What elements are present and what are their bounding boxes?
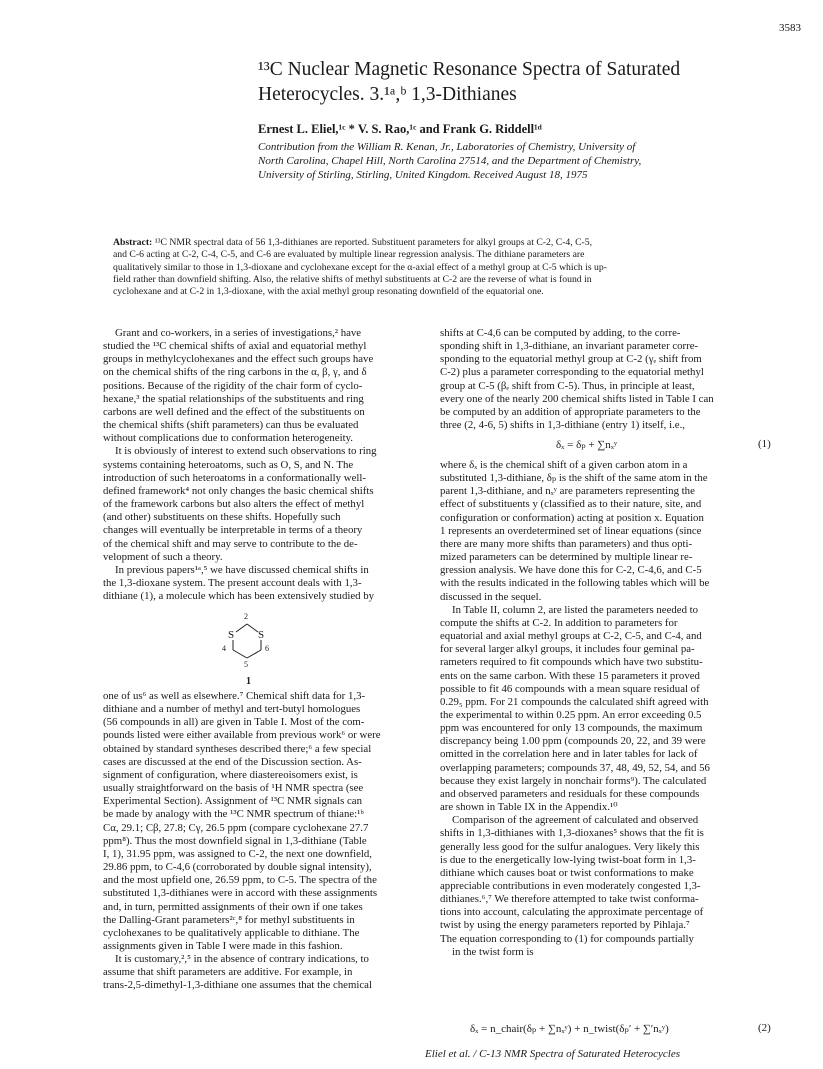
position-5-label: 5 bbox=[244, 660, 248, 669]
text-line: trans-2,5-dimethyl-1,3-dithiane one assumes that the chemical bbox=[103, 979, 372, 992]
right-column-text-top bbox=[440, 327, 776, 432]
text-line: dithiane (1), a molecule which has been extensively studied by bbox=[103, 590, 375, 603]
equation-2: δₓ = n_chair(δₚ + ∑nₓʸ) + n_twist(δₚ′ + ∑′nₓʸ) bbox=[470, 1023, 669, 1035]
text-line: positions. Because of the rigidity of the chair form of cyclo- bbox=[103, 379, 363, 392]
text-line: tions into account, calculating the approximate percentage of bbox=[440, 906, 704, 919]
text-line: 1 represents an overdetermined set of linear equations (since bbox=[440, 524, 702, 537]
running-footer: Eliel et al. / C-13 NMR Spectra of Saturated Heterocycles bbox=[425, 1048, 680, 1060]
equation-1: δₓ = δₚ + ∑nₓʸ bbox=[556, 439, 618, 451]
text-line: 29.86 ppm, to C-4,6 (corroborated by double signal intensity), bbox=[103, 861, 372, 874]
text-line: compute the shifts at C-2. In addition to parameters for bbox=[440, 616, 678, 629]
article-title bbox=[258, 57, 778, 107]
compound-number: 1 bbox=[246, 676, 251, 687]
left-column-lower bbox=[103, 690, 439, 993]
text-line: twist by using the energy parameters reported by Pihlaja.⁷ bbox=[440, 919, 690, 932]
text-line: equatorial and axial methyl groups at C-2, C-5, and C-4, and bbox=[440, 630, 702, 643]
text-line: Grant and co-workers, in a series of investigations,² have bbox=[115, 327, 362, 339]
text-line: appreciable contributions in even moderately congested 1,3- bbox=[440, 880, 701, 892]
text-line: cases are discussed at the end of the Discussion section. As- bbox=[103, 755, 362, 768]
contribution-line: Contribution from the William R. Kenan, Jr., Laboratories of Chemistry, University of bbox=[258, 141, 636, 153]
text-line: there are many more shifts than parameters) and thus opti- bbox=[440, 537, 693, 550]
right-column-lower bbox=[440, 459, 776, 959]
text-line: Comparison of the agreement of calculated and observed bbox=[452, 814, 699, 827]
text-line: usually straightforward on the basis of ¹H NMR spectra (see bbox=[103, 782, 364, 795]
equation-1-number: (1) bbox=[758, 438, 771, 450]
text-line: (56 compounds in all) are given in Table I. Most of the com- bbox=[103, 716, 365, 729]
left-column bbox=[103, 327, 439, 603]
text-line: and, in turn, permitted assignments of their own if one takes bbox=[103, 900, 363, 913]
text-line: dithiane and a number of methyl and tert-butyl homologues bbox=[103, 703, 361, 716]
text-line: is due to the energetically low-lying twist-boat form in 1,3- bbox=[440, 853, 696, 866]
left-column-text-bottom bbox=[103, 690, 439, 993]
text-line: rameters required to fit compounds which have two substitu- bbox=[440, 656, 703, 669]
abstract-line: and C-6 acting at C-2, C-4, C-5, and C-6 are evaluated by multiple linear regression analysis. The dithiane parameters are bbox=[113, 249, 585, 261]
text-line: gression analysis. We have done this for C-2, C-4,6, and C-5 bbox=[440, 564, 702, 577]
text-line: ents on the same carbon. With these 15 parameters it proved bbox=[440, 669, 700, 682]
text-line: the 1,3-dioxane system. The present account deals with 1,3- bbox=[103, 576, 362, 589]
position-2-label: 2 bbox=[244, 612, 248, 621]
contribution-affiliation bbox=[258, 140, 778, 182]
text-line: configuration or conformation) acting at position x. Equation bbox=[440, 511, 704, 524]
sulfur-1-label: S bbox=[228, 629, 235, 641]
text-line: the experimental to within 0.25 ppm. An error exceeding 0.5 bbox=[440, 708, 702, 721]
text-line: substituted 1,3-dithianes were in accord with these assignments bbox=[103, 887, 378, 900]
text-line: because they exist largely in nonchair forms⁹). The calculated bbox=[440, 774, 707, 787]
abstract-line bbox=[113, 237, 776, 249]
title-line-1: ¹³C Nuclear Magnetic Resonance Spectra of Saturated bbox=[258, 59, 681, 80]
right-column bbox=[440, 327, 776, 432]
text-line: of the chemical shift and may serve to contribute to the de- bbox=[103, 537, 358, 550]
left-column-text-top bbox=[103, 327, 439, 603]
text-line: every one of the nearly 200 chemical shifts listed in Table I can bbox=[440, 392, 714, 405]
text-line: discussed in the sequel. bbox=[440, 590, 542, 603]
text-line: (and other) substituents on these shifts. Hopefully such bbox=[103, 511, 341, 524]
text-line: for several larger alkyl groups, it includes four geminal pa- bbox=[440, 643, 695, 656]
text-line: ppm⁸). Thus the most downfield signal in 1,3-dithiane (Table bbox=[103, 834, 367, 847]
text-line: group at C-5 (βₑ shift from C-5). Thus, in principle at least, bbox=[440, 379, 695, 392]
text-line: hexane,³ the spatial relationships of the substituents and ring bbox=[103, 392, 364, 405]
text-line: discrepancy being 1.00 ppm (compounds 20, 22, and 39 were bbox=[440, 735, 706, 748]
dithiane-structure bbox=[218, 612, 276, 668]
text-line: It is obviously of interest to extend such observations to ring bbox=[115, 445, 377, 458]
equation-2-number: (2) bbox=[758, 1022, 771, 1034]
text-line: overlapping parameters; compounds 37, 48, 49, 52, 54, and 56 bbox=[440, 761, 710, 774]
text-line: assume that shift parameters are additive. For example, in bbox=[103, 966, 353, 979]
contribution-line: University of Stirling, Stirling, United Kingdom. Received August 18, 1975 bbox=[258, 169, 588, 181]
text-line: In Table II, column 2, are listed the parameters needed to bbox=[452, 603, 699, 616]
text-line: pounds listed were either available from previous work⁶ or were bbox=[103, 729, 381, 742]
text-line: sponding to the equatorial methyl group at C-2 (γₑ shift from bbox=[440, 353, 702, 366]
text-line: possible to fit 46 compounds with a mean square residual of bbox=[440, 682, 700, 695]
text-line: assignments given in Table I were made in this fashion. bbox=[103, 939, 343, 952]
text-line: sponding shift in 1,3-dithiane, an invariant parameter corre- bbox=[440, 340, 699, 353]
text-line: effect of substituents y (classified as to their nature, site, and bbox=[440, 498, 702, 511]
page-number: 3583 bbox=[779, 22, 801, 34]
abstract bbox=[113, 237, 776, 298]
text-line: systems containing heteroatoms, such as O, S, and N. The bbox=[103, 458, 354, 471]
authors: Ernest L. Eliel,¹ᶜ * V. S. Rao,¹ᶜ and Frank G. Riddell¹ᵈ bbox=[258, 122, 542, 136]
text-line: In previous papers¹ᵃ,⁵ we have discussed chemical shifts in bbox=[115, 563, 369, 576]
text-line: omitted in the correlation here and in later tables for lack of bbox=[440, 748, 698, 761]
text-line: and observed parameters and residuals for these compounds bbox=[440, 787, 700, 800]
text-line: studied the ¹³C chemical shifts of axial and equatorial methyl bbox=[103, 340, 367, 353]
text-line: The equation corresponding to (1) for compounds partially bbox=[440, 932, 694, 945]
text-line: It is customary,²,⁵ in the absence of contrary indications, to bbox=[115, 953, 369, 966]
text-line: parent 1,3-dithiane, and nₓʸ are parameters representing the bbox=[440, 485, 695, 498]
text-line: dithiane which causes boat or twist conformations to make bbox=[440, 866, 694, 879]
text-line: substituted 1,3-dithiane, δₚ is the shift of the same atom in the bbox=[440, 472, 708, 485]
text-line: introduction of such heteroatoms in a conformationally well- bbox=[103, 471, 366, 484]
text-line: mized parameters can be determined by multiple linear re- bbox=[440, 551, 693, 564]
text-line: in the twist form is bbox=[452, 945, 534, 958]
text-line: are shown in Table IX in the Appendix.¹⁰ bbox=[440, 801, 618, 814]
abstract-line: cyclohexane and at C-2 in 1,3-dioxane, with the axial methyl group resonating downfield of the equatorial one. bbox=[113, 286, 544, 298]
text-line: without complications due to conformation heterogeneity. bbox=[103, 432, 353, 445]
text-line: velopment of such a theory. bbox=[103, 550, 223, 563]
abstract-line: qualitatively similar to those in 1,3-dioxane and cyclohexane except for the α-axial effect of a methyl group at C-5 which is up- bbox=[113, 261, 607, 273]
text-line: generally less good for the sulfur analogues. Very likely this bbox=[440, 840, 700, 853]
contribution-line: North Carolina, Chapel Hill, North Carolina 27514, and the Department of Chemistry, bbox=[258, 155, 642, 167]
text-line: shifts at C-4,6 can be computed by adding, to the corre- bbox=[440, 327, 681, 339]
text-line: I, 1), 31.95 ppm, was assigned to C-2, the next one downfield, bbox=[103, 847, 372, 860]
abstract-text: ¹³C NMR spectral data of 56 1,3-dithianes are reported. Substituent parameters for alkyl groups at C-2, C-4, C-5, bbox=[154, 237, 593, 248]
text-line: groups in methylcyclohexanes and the effect such groups have bbox=[103, 353, 374, 366]
text-line: where δₓ is the chemical shift of a given carbon atom in a bbox=[440, 459, 688, 471]
text-line: be computed by an addition of appropriate parameters to the bbox=[440, 405, 701, 418]
abstract-label: Abstract: bbox=[113, 237, 153, 248]
text-line: C-2) plus a parameter corresponding to the equatorial methyl bbox=[440, 366, 704, 379]
text-line: of the framework carbons but also alters the effect of methyl bbox=[103, 498, 365, 511]
position-4-label: 4 bbox=[222, 644, 226, 653]
text-line: 0.29₅ ppm. For 21 compounds the calculated shift agreed with bbox=[440, 695, 709, 708]
text-line: ppm was encountered for only 13 compounds, the maximum bbox=[440, 722, 703, 735]
text-line: carbons are well defined and the effect of the substituents on bbox=[103, 405, 365, 418]
text-line: obtained by standard syntheses described there;⁶ a few special bbox=[103, 742, 372, 755]
abstract-line: field rather than downfield shifting. Also, the relative shifts of methyl substituents at C-2 are the reverse of what is found in bbox=[113, 273, 592, 285]
text-line: signment of configuration, where diastereoisomers exist, is bbox=[103, 768, 358, 781]
sulfur-3-label: S bbox=[258, 629, 265, 641]
text-line: with the results indicated in the following tables which will be bbox=[440, 577, 710, 590]
text-line: changes will eventually be interpretable in terms of a theory bbox=[103, 524, 363, 537]
text-line: three (2, 4-6, 5) shifts in 1,3-dithiane (entry 1) itself, i.e., bbox=[440, 419, 685, 432]
text-line: and the most upfield one, 26.59 ppm, to C-5. The spectra of the bbox=[103, 874, 377, 887]
text-line: one of us⁶ as well as elsewhere.⁷ Chemical shift data for 1,3- bbox=[103, 690, 366, 702]
text-line: shifts in 1,3-dithianes with 1,3-dioxanes⁵ shows that the fit is bbox=[440, 827, 704, 840]
right-column-text-bottom bbox=[440, 459, 776, 959]
text-line: the chemical shifts (shift parameters) can thus be evaluated bbox=[103, 419, 359, 432]
text-line: be made by analogy with the ¹³C NMR spectrum of thiane:¹ᵇ bbox=[103, 808, 364, 821]
title-line-2: Heterocycles. 3.¹ᵃ,ᵇ 1,3-Dithianes bbox=[258, 84, 517, 105]
text-line: on the chemical shifts of the ring carbons in the α, β, γ, and δ bbox=[103, 366, 367, 379]
text-line: the Dalling-Grant parameters²ᶜ,⁸ for methyl substituents in bbox=[103, 913, 355, 926]
position-6-label: 6 bbox=[265, 644, 269, 653]
text-line: defined framework⁴ not only changes the basic chemical shifts bbox=[103, 484, 374, 497]
text-line: cyclohexanes to be qualitatively applicable to dithiane. The bbox=[103, 926, 360, 939]
text-line: Cα, 29.1; Cβ, 27.8; Cγ, 26.5 ppm (compare cyclohexane 27.7 bbox=[103, 821, 369, 834]
text-line: Experimental Section). Assignment of ¹³C NMR signals can bbox=[103, 795, 362, 808]
text-line: dithianes.⁶,⁷ We therefore attempted to take twist conforma- bbox=[440, 893, 699, 906]
